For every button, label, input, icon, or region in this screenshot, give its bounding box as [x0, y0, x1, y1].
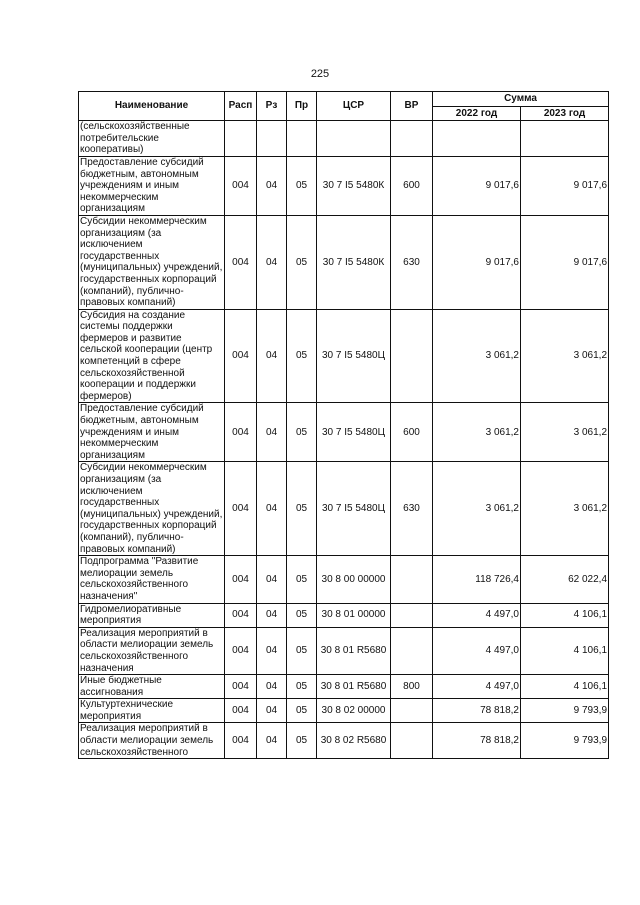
- row-name: Предоставление субсидий бюджетным, автономным учреждениям и иным некоммерческим организациям: [79, 403, 225, 462]
- row-pr: 05: [287, 675, 317, 699]
- header-name: Наименование: [79, 92, 225, 121]
- page-number: 225: [310, 68, 330, 80]
- header-pr: Пр: [287, 92, 317, 121]
- table-row: [79, 723, 609, 759]
- row-csr: 30 8 02 R5680: [317, 723, 391, 759]
- row-vr: [391, 309, 433, 403]
- header-2022: 2022 год: [433, 106, 521, 121]
- row-rz: 04: [257, 156, 287, 215]
- row-rasp: 004: [225, 215, 257, 309]
- header-vr: ВР: [391, 92, 433, 121]
- row-csr: 30 8 01 R5680: [317, 675, 391, 699]
- row-rz: 04: [257, 627, 287, 674]
- row-sum-2022: 9 017,6: [433, 215, 521, 309]
- row-sum-2022: 78 818,2: [433, 699, 521, 723]
- row-sum-2022: 9 017,6: [433, 156, 521, 215]
- row-rasp: 004: [225, 403, 257, 462]
- table-row: [79, 156, 609, 215]
- row-name: Культуртехнические мероприятия: [79, 699, 225, 723]
- row-pr: 05: [287, 699, 317, 723]
- row-name: Иные бюджетные ассигнования: [79, 675, 225, 699]
- row-rasp: 004: [225, 627, 257, 674]
- row-rasp: 004: [225, 556, 257, 603]
- row-rz: 04: [257, 723, 287, 759]
- table-row: [79, 675, 609, 699]
- row-vr: 800: [391, 675, 433, 699]
- table-row: [79, 627, 609, 674]
- row-sum-2023: 4 106,1: [521, 675, 609, 699]
- row-pr: 05: [287, 156, 317, 215]
- row-sum-2022: 118 726,4: [433, 556, 521, 603]
- row-rz: 04: [257, 556, 287, 603]
- row-sum-2023: 9 017,6: [521, 215, 609, 309]
- row-rasp: 004: [225, 723, 257, 759]
- row-rasp: [225, 121, 257, 157]
- row-sum-2023: [521, 121, 609, 157]
- row-vr: [391, 627, 433, 674]
- table-body: [79, 121, 609, 759]
- row-sum-2023: 9 793,9: [521, 699, 609, 723]
- row-sum-2022: 78 818,2: [433, 723, 521, 759]
- header-sum: Сумма: [433, 92, 609, 107]
- row-rasp: 004: [225, 309, 257, 403]
- row-rz: 04: [257, 309, 287, 403]
- row-sum-2022: 3 061,2: [433, 309, 521, 403]
- row-vr: 600: [391, 403, 433, 462]
- row-sum-2022: 3 061,2: [433, 462, 521, 556]
- table-row: [79, 699, 609, 723]
- row-rz: 04: [257, 462, 287, 556]
- header-rz: Рз: [257, 92, 287, 121]
- row-pr: [287, 121, 317, 157]
- row-vr: 630: [391, 462, 433, 556]
- row-rasp: 004: [225, 603, 257, 627]
- row-name: Подпрограмма "Развитие мелиорации земель сельскохозяйственного назначения": [79, 556, 225, 603]
- row-sum-2022: [433, 121, 521, 157]
- row-name: (сельскохозяйственные потребительские кооперативы): [79, 121, 225, 157]
- row-rasp: 004: [225, 675, 257, 699]
- row-vr: [391, 699, 433, 723]
- row-vr: 600: [391, 156, 433, 215]
- row-rz: 04: [257, 215, 287, 309]
- row-csr: 30 8 01 00000: [317, 603, 391, 627]
- table-row: [79, 121, 609, 157]
- row-csr: 30 7 I5 5480Ц: [317, 403, 391, 462]
- row-name: Субсидии некоммерческим организациям (за исключением государственных (муниципальных) учреждений, государственных корпораций (компаний), публично-правовых компаний): [79, 462, 225, 556]
- table-row: [79, 556, 609, 603]
- row-pr: 05: [287, 556, 317, 603]
- row-pr: 05: [287, 403, 317, 462]
- row-rz: 04: [257, 403, 287, 462]
- row-rz: 04: [257, 699, 287, 723]
- table-row: [79, 215, 609, 309]
- table-row: [79, 462, 609, 556]
- header-rasp: Расп: [225, 92, 257, 121]
- row-csr: 30 7 I5 5480К: [317, 215, 391, 309]
- table-row: [79, 403, 609, 462]
- row-sum-2022: 4 497,0: [433, 603, 521, 627]
- row-pr: 05: [287, 462, 317, 556]
- row-name: Предоставление субсидий бюджетным, автономным учреждениям и иным некоммерческим организациям: [79, 156, 225, 215]
- row-csr: 30 8 00 00000: [317, 556, 391, 603]
- row-sum-2023: 4 106,1: [521, 603, 609, 627]
- row-rasp: 004: [225, 156, 257, 215]
- row-rz: 04: [257, 675, 287, 699]
- row-csr: 30 8 01 R5680: [317, 627, 391, 674]
- budget-table: [78, 91, 609, 759]
- row-csr: 30 8 02 00000: [317, 699, 391, 723]
- row-pr: 05: [287, 627, 317, 674]
- row-name: Гидромелиоративные мероприятия: [79, 603, 225, 627]
- row-vr: [391, 556, 433, 603]
- table-row: [79, 603, 609, 627]
- row-csr: 30 7 I5 5480К: [317, 156, 391, 215]
- row-pr: 05: [287, 215, 317, 309]
- row-pr: 05: [287, 603, 317, 627]
- row-rasp: 004: [225, 462, 257, 556]
- row-csr: [317, 121, 391, 157]
- row-name: Субсидии некоммерческим организациям (за исключением государственных (муниципальных) учреждений, государственных корпораций (компаний), публично-правовых компаний): [79, 215, 225, 309]
- row-sum-2023: 3 061,2: [521, 403, 609, 462]
- table-row: [79, 309, 609, 403]
- header-csr: ЦСР: [317, 92, 391, 121]
- row-vr: [391, 723, 433, 759]
- header-2023: 2023 год: [521, 106, 609, 121]
- row-name: Реализация мероприятий в области мелиорации земель сельскохозяйственного назначения: [79, 627, 225, 674]
- row-csr: 30 7 I5 5480Ц: [317, 309, 391, 403]
- row-name: Реализация мероприятий в области мелиорации земель сельскохозяйственного: [79, 723, 225, 759]
- row-csr: 30 7 I5 5480Ц: [317, 462, 391, 556]
- row-sum-2022: 4 497,0: [433, 627, 521, 674]
- row-vr: [391, 603, 433, 627]
- row-sum-2023: 3 061,2: [521, 309, 609, 403]
- row-name: Субсидия на создание системы поддержки фермеров и развитие сельской кооперации (центр компетенций в сфере сельскохозяйственной кооперации и поддержки фермеров): [79, 309, 225, 403]
- row-sum-2023: 3 061,2: [521, 462, 609, 556]
- row-sum-2023: 4 106,1: [521, 627, 609, 674]
- row-sum-2023: 62 022,4: [521, 556, 609, 603]
- row-pr: 05: [287, 309, 317, 403]
- row-sum-2023: 9 793,9: [521, 723, 609, 759]
- row-sum-2022: 3 061,2: [433, 403, 521, 462]
- row-vr: [391, 121, 433, 157]
- row-vr: 630: [391, 215, 433, 309]
- row-rz: [257, 121, 287, 157]
- row-sum-2023: 9 017,6: [521, 156, 609, 215]
- row-sum-2022: 4 497,0: [433, 675, 521, 699]
- row-pr: 05: [287, 723, 317, 759]
- row-rasp: 004: [225, 699, 257, 723]
- row-rz: 04: [257, 603, 287, 627]
